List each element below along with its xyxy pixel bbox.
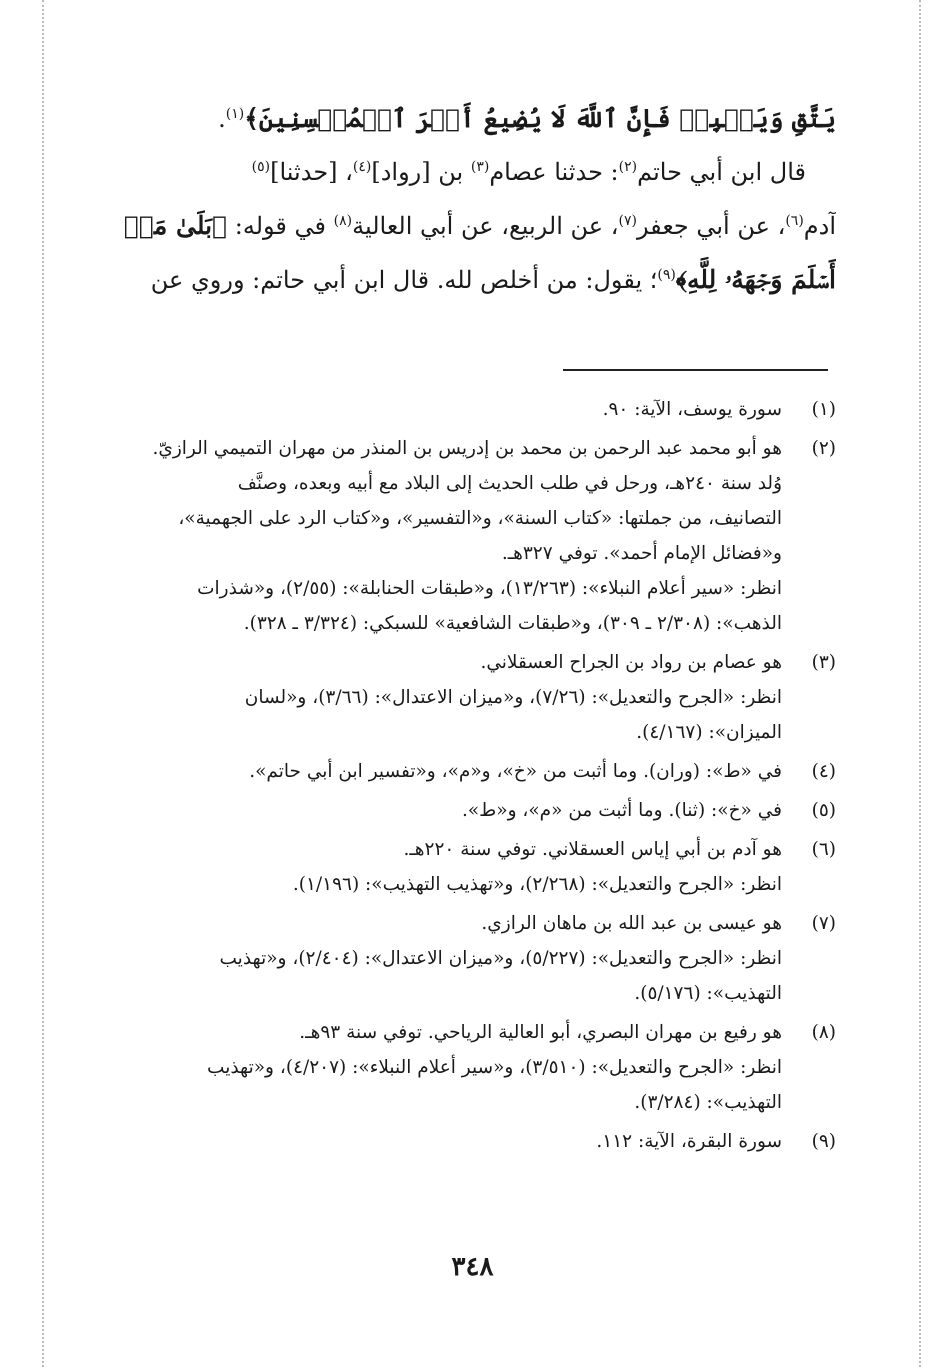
footnote-line: وُلد سنة ٢٤٠هـ، ورحل في طلب الحديث إلى البلاد مع أبيه وبعده، وصنَّف (237, 473, 782, 494)
footnote-ref: (١) (225, 106, 245, 122)
footnote-line: هو عصام بن رواد بن الجراح العسقلاني. (480, 652, 782, 673)
scan-edge-right (919, 0, 921, 1367)
text-segment: في قوله: (227, 212, 334, 240)
text-segment: قال ابن أبي حاتم (637, 158, 806, 186)
text-segment: ؛ يقول: من أخلص لله. قال ابن أبي حاتم: وروي عن (150, 266, 658, 294)
main-line-3 (112, 199, 836, 253)
quran-verse-end: يَتَّقِ وَيَصۡبِرۡ فَإِنَّ ٱللَّهَ لَا يُضِيعُ أَجۡرَ ٱلۡمُحۡسِنِينَ﴾ (244, 104, 836, 133)
footnote-line: هو رفيع بن مهران البصري، أبو العالية الرياحي. توفي سنة ٩٣هـ. (299, 1022, 782, 1043)
footnote-body (118, 645, 782, 750)
footnote-line: في «خ»: (ثنا). وما أثبت من «م»، و«ط». (461, 800, 782, 821)
footnote-number: (٧) (811, 913, 836, 934)
footnote-1 (118, 392, 836, 427)
footnote-9 (118, 1124, 836, 1159)
main-text (112, 92, 836, 307)
footnote-line: هو أبو محمد عبد الرحمن بن محمد بن إدريس بن المنذر من مهران التميمي الرازيّ. (152, 438, 782, 459)
footnote-line: انظر: «الجرح والتعديل»: (٧/٢٦)، و«ميزان الاعتدال»: (٣/٦٦)، و«لسان (244, 687, 782, 708)
footnote-number: (٥) (811, 800, 836, 821)
text-segment: آدم (803, 212, 836, 240)
quran-verse-start: ﴿بَلَىٰ مَنۡ (123, 211, 228, 240)
footnote-body (118, 906, 782, 1011)
text-segment: : حدثنا عصام (489, 158, 619, 186)
footnote-line: انظر: «الجرح والتعديل»: (٣/٥١٠)، و«سير أعلام النبلاء»: (٤/٢٠٧)، و«تهذيب (207, 1057, 782, 1078)
footnote-line: التهذيب»: (٣/٢٨٤). (634, 1092, 782, 1113)
footnote-line: هو عيسى بن عبد الله بن ماهان الرازي. (481, 913, 782, 934)
scan-edge-left (42, 0, 44, 1367)
footnote-7 (118, 906, 836, 1011)
footnote-body (118, 793, 782, 828)
footnote-line: الذهب»: (٢/٣٠٨ ـ ٣٠٩)، و«طبقات الشافعية» للسبكي: (٣/٣٢٤ ـ ٣٢٨). (243, 613, 782, 634)
footnote-line: في «ط»: (وران). وما أثبت من «خ»، و«م»، و«تفسير ابن أبي حاتم». (249, 761, 782, 782)
footnote-line: هو آدم بن أبي إياس العسقلاني. توفي سنة ٢٢٠هـ. (403, 839, 782, 860)
footnote-number: (٩) (811, 1131, 836, 1152)
footnote-ref: (٥) (251, 159, 271, 175)
footnote-ref: (٩) (657, 267, 676, 283)
footnote-ref: (٢) (618, 159, 638, 175)
footnote-3 (118, 645, 836, 750)
text-segment: بن [رواد] (371, 158, 471, 186)
footnote-ref: (٧) (618, 213, 637, 229)
sentence-end: . (218, 105, 226, 133)
footnote-line: التصانيف، من جملتها: «كتاب السنة»، و«التفسير»، و«كتاب الرد على الجهمية»، (178, 508, 782, 529)
footnote-line: الميزان»: (٤/١٦٧). (636, 722, 782, 743)
footnote-number: (٨) (811, 1022, 836, 1043)
text-segment: ، عن أبي جعفر (636, 212, 786, 240)
footnotes (118, 392, 836, 1159)
footnote-8 (118, 1015, 836, 1120)
footnote-separator (563, 369, 828, 371)
footnote-body (118, 1015, 782, 1120)
footnote-6 (118, 832, 836, 902)
main-line-2 (112, 146, 836, 199)
footnote-body (118, 1124, 782, 1159)
footnote-2 (118, 431, 836, 641)
footnote-number: (٢) (811, 438, 836, 459)
footnote-number: (٣) (811, 652, 836, 673)
footnote-ref: (٣) (470, 159, 490, 175)
footnote-body (118, 754, 782, 789)
footnote-body (118, 392, 782, 427)
footnote-body (118, 832, 782, 902)
footnote-line: سورة يوسف، الآية: ٩٠. (602, 399, 782, 420)
footnote-ref: (٦) (785, 213, 804, 229)
quran-verse-cont: أَسۡلَمَ وَجۡهَهُۥ لِلَّهِ﴾ (675, 265, 836, 294)
footnote-number: (٤) (811, 761, 836, 782)
footnote-ref: (٨) (333, 213, 353, 229)
text-segment: ، [حدثنا] (270, 158, 353, 186)
footnote-4 (118, 754, 836, 789)
footnote-line: التهذيب»: (٥/١٧٦). (634, 983, 782, 1004)
footnote-line: انظر: «الجرح والتعديل»: (٥/٢٢٧)، و«ميزان الاعتدال»: (٢/٤٠٤)، و«تهذيب (219, 948, 782, 969)
footnote-5 (118, 793, 836, 828)
footnote-line: انظر: «الجرح والتعديل»: (٢/٢٦٨)، و«تهذيب التهذيب»: (١/١٩٦). (292, 874, 782, 895)
text-segment: ، عن الربيع، عن أبي العالية (352, 212, 619, 240)
page-number: ٣٤٨ (451, 1252, 494, 1282)
footnote-line: انظر: «سير أعلام النبلاء»: (١٣/٢٦٣)، و«طبقات الحنابلة»: (٢/٥٥)، و«شذرات (197, 578, 782, 599)
footnote-line: و«فضائل الإمام أحمد». توفي ٣٢٧هـ. (501, 543, 782, 564)
main-line-1 (112, 92, 836, 146)
main-line-4 (112, 253, 836, 307)
footnote-line: سورة البقرة، الآية: ١١٢. (596, 1131, 782, 1152)
footnote-body (118, 431, 782, 641)
footnote-ref: (٤) (352, 159, 372, 175)
footnote-number: (١) (811, 399, 836, 420)
footnote-number: (٦) (811, 839, 836, 860)
